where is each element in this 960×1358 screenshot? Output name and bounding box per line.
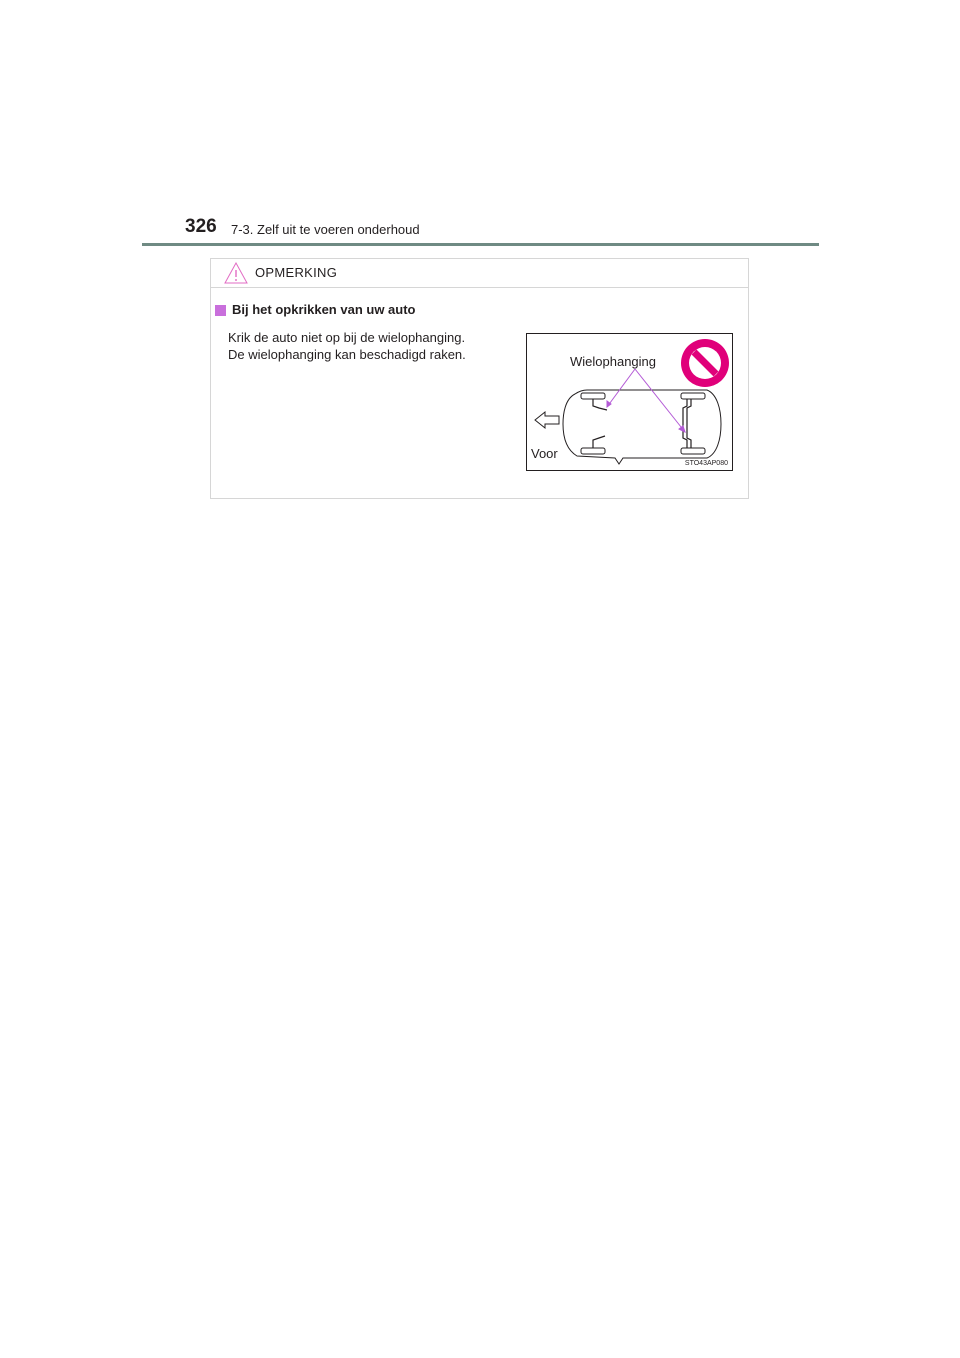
suspension-label: Wielophanging bbox=[570, 354, 657, 369]
suspension-leader-lines bbox=[607, 369, 685, 432]
page-number: 326 bbox=[185, 216, 217, 237]
section-title: 7-3. Zelf uit te voeren onderhoud bbox=[231, 222, 420, 237]
notice-header bbox=[211, 259, 748, 288]
warning-triangle-icon bbox=[224, 262, 248, 284]
front-suspension-lower bbox=[593, 436, 605, 448]
header-rule bbox=[142, 243, 819, 246]
notice-subheading-text: Bij het opkrikken van uw auto bbox=[232, 302, 416, 317]
front-suspension-upper bbox=[593, 399, 607, 410]
notice-body-line: Krik de auto niet op bij de wielophanging. bbox=[228, 330, 466, 345]
notice-body-line: De wielophanging kan beschadigd raken. bbox=[228, 347, 466, 362]
car-suspension-illustration bbox=[526, 333, 733, 471]
wheel-rear-left bbox=[681, 393, 705, 399]
arrow-left-icon bbox=[535, 412, 559, 428]
notice-subheading bbox=[215, 302, 415, 318]
wheel-rear-right bbox=[681, 448, 705, 454]
notice-box bbox=[210, 258, 749, 499]
prohibition-icon bbox=[681, 339, 729, 387]
wheel-front-left bbox=[581, 393, 605, 399]
notice-body bbox=[228, 329, 518, 363]
square-bullet-icon bbox=[215, 305, 226, 316]
illustration-code: STO43AP080 bbox=[684, 460, 728, 467]
notice-title: OPMERKING bbox=[255, 265, 338, 280]
front-label: Voor bbox=[531, 446, 558, 461]
wheel-front-right bbox=[581, 448, 605, 454]
